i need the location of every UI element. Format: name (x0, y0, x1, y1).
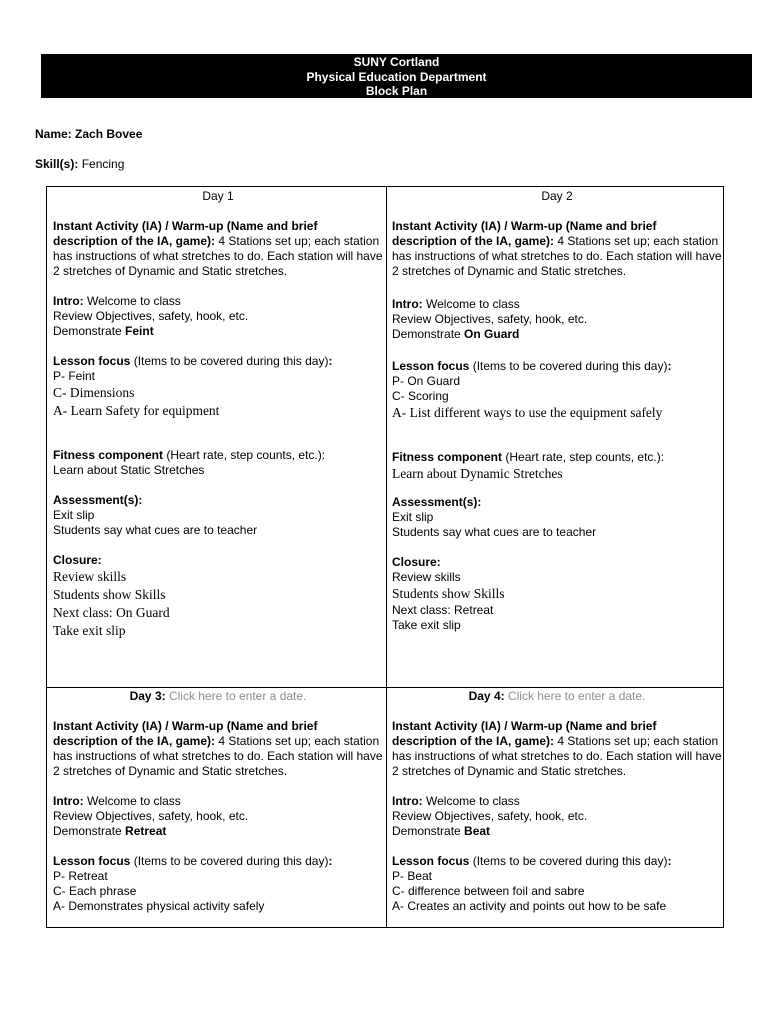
demo-skill: Retreat (125, 824, 167, 838)
document-header (41, 54, 752, 98)
ia-text: 4 Stations set up; each station has instructions of what stretches to do. Each station will have 2 stretches of Dynamic and Static stretches. (53, 234, 383, 278)
day3-title: Day 3: (129, 689, 166, 703)
lesson-label: Lesson focus (392, 854, 470, 868)
day2-assess2: Students say what cues are to teacher (392, 525, 597, 539)
lesson-colon: : (328, 354, 333, 368)
lesson-colon: : (667, 359, 672, 373)
day3-review: Review Objectives, safety, hook, etc. (53, 809, 249, 823)
ia-label: Instant Activity (IA) / Warm-up (Name and brief description of the IA, game): (392, 719, 657, 748)
lesson-colon: : (667, 854, 672, 868)
skill-field (35, 157, 124, 171)
day2-fitness-text: Learn about Dynamic Stretches (392, 466, 563, 481)
ia-label: Instant Activity (IA) / Warm-up (Name and brief description of the IA, game): (53, 719, 318, 748)
name-field (35, 127, 142, 141)
day2-lesson-c: C- Scoring (392, 389, 449, 403)
day1-lesson-p: P- Feint (53, 369, 96, 383)
skill-label: Skill(s): (35, 157, 79, 171)
day2-closure-label (392, 555, 722, 570)
demonstrate-label: Demonstrate (53, 324, 122, 338)
closure-label: Closure: (53, 553, 102, 567)
demonstrate-label: Demonstrate (392, 824, 461, 838)
day3-lesson-focus (53, 854, 383, 869)
day4-header (392, 689, 722, 704)
day4-demonstrate (392, 824, 722, 839)
day3-cell (53, 689, 383, 914)
day2-lesson-p: P- On Guard (392, 374, 461, 388)
intro-label: Intro: (392, 794, 423, 808)
day1-intro (53, 294, 383, 309)
day3-intro (53, 794, 383, 809)
day1-lesson-focus (53, 354, 383, 369)
intro-label: Intro: (53, 794, 84, 808)
day2-review: Review Objectives, safety, hook, etc. (392, 312, 588, 326)
day1-fitness (53, 448, 383, 463)
day2-instant-activity (392, 219, 722, 279)
lesson-label: Lesson focus (53, 354, 131, 368)
day2-intro (392, 297, 722, 312)
header-department: Physical Education Department (306, 69, 487, 84)
day2-demonstrate (392, 327, 722, 342)
day2-assess1: Exit slip (392, 510, 434, 524)
day3-date-picker[interactable]: Click here to enter a date. (168, 689, 307, 703)
demonstrate-label: Demonstrate (53, 824, 122, 838)
day2-closure1: Review skills (392, 570, 461, 584)
name-value: Zach Bovee (75, 127, 143, 141)
day3-lesson-a: A- Demonstrates physical activity safely (53, 899, 265, 913)
day1-closure2: Students show Skills (53, 587, 166, 602)
assessment-label: Assessment(s): (53, 493, 143, 507)
skill-value: Fencing (81, 157, 125, 171)
lesson-paren: (Items to be covered during this day) (133, 354, 329, 368)
demo-skill: Feint (125, 324, 154, 338)
closure-label: Closure: (392, 555, 441, 569)
day3-lesson-p: P- Retreat (53, 869, 108, 883)
intro-text: Welcome to class (426, 794, 520, 808)
fitness-label: Fitness component (53, 448, 164, 462)
header-doc-type: Block Plan (365, 84, 428, 98)
day4-title: Day 4: (468, 689, 505, 703)
day4-lesson-a: A- Creates an activity and points out how to be safe (392, 899, 667, 913)
demo-skill: Beat (464, 824, 491, 838)
intro-text: Welcome to class (87, 794, 181, 808)
day1-assess1: Exit slip (53, 508, 95, 522)
day1-lesson-c: C- Dimensions (53, 385, 135, 400)
ia-text: 4 Stations set up; each station has instructions of what stretches to do. Each station will have 2 stretches of Dynamic and Static stretches. (392, 234, 722, 278)
fitness-paren: (Heart rate, step counts, etc.): (166, 448, 326, 462)
day1-demonstrate (53, 324, 383, 339)
day4-review: Review Objectives, safety, hook, etc. (392, 809, 588, 823)
day1-lesson-a: A- Learn Safety for equipment (53, 403, 220, 418)
ia-text: 4 Stations set up; each station has instructions of what stretches to do. Each station will have 2 stretches of Dynamic and Static stretches. (392, 734, 722, 778)
day4-lesson-c: C- difference between foil and sabre (392, 884, 585, 898)
day1-assess2: Students say what cues are to teacher (53, 523, 258, 537)
day3-instant-activity (53, 719, 383, 779)
table-column-divider (386, 186, 387, 928)
demo-skill: On Guard (464, 327, 520, 341)
day2-lesson-focus (392, 359, 722, 374)
intro-label: Intro: (392, 297, 423, 311)
header-institution: SUNY Cortland (353, 55, 440, 69)
demonstrate-label: Demonstrate (392, 327, 461, 341)
intro-label: Intro: (53, 294, 84, 308)
day4-lesson-focus (392, 854, 722, 869)
day1-assessment-label (53, 493, 383, 508)
day1-closure3: Next class: On Guard (53, 605, 170, 620)
name-label: Name: (35, 127, 72, 141)
fitness-label: Fitness component (392, 450, 503, 464)
ia-label: Instant Activity (IA) / Warm-up (Name and brief description of the IA, game): (53, 219, 318, 248)
day4-intro (392, 794, 722, 809)
day1-fitness-text: Learn about Static Stretches (53, 463, 205, 477)
day2-title: Day 2 (541, 189, 573, 203)
lesson-paren: (Items to be covered during this day) (133, 854, 329, 868)
ia-label: Instant Activity (IA) / Warm-up (Name and brief description of the IA, game): (392, 219, 657, 248)
assessment-label: Assessment(s): (392, 495, 482, 509)
table-row-divider (46, 687, 724, 688)
intro-text: Welcome to class (87, 294, 181, 308)
day4-cell (392, 689, 722, 914)
day2-fitness (392, 450, 722, 465)
day1-instant-activity (53, 219, 383, 279)
day3-lesson-c: C- Each phrase (53, 884, 137, 898)
day1-title: Day 1 (202, 189, 234, 203)
day1-closure-label (53, 553, 383, 568)
day4-lesson-p: P- Beat (392, 869, 433, 883)
lesson-colon: : (328, 854, 333, 868)
day4-date-picker[interactable]: Click here to enter a date. (507, 689, 646, 703)
day2-closure2: Students show Skills (392, 586, 505, 601)
day2-closure3: Next class: Retreat (392, 603, 494, 617)
day2-lesson-a: A- List different ways to use the equipment safely (392, 405, 663, 420)
intro-text: Welcome to class (426, 297, 520, 311)
day1-cell (53, 189, 383, 640)
day2-closure4: Take exit slip (392, 618, 461, 632)
day2-cell (392, 189, 722, 633)
fitness-paren: (Heart rate, step counts, etc.): (505, 450, 665, 464)
day2-assessment-label (392, 495, 722, 510)
lesson-label: Lesson focus (392, 359, 470, 373)
day1-review: Review Objectives, safety, hook, etc. (53, 309, 249, 323)
lesson-paren: (Items to be covered during this day) (472, 854, 668, 868)
day1-closure1: Review skills (53, 569, 127, 584)
day3-header (53, 689, 383, 704)
lesson-paren: (Items to be covered during this day) (472, 359, 668, 373)
ia-text: 4 Stations set up; each station has instructions of what stretches to do. Each station will have 2 stretches of Dynamic and Static stretches. (53, 734, 383, 778)
day1-closure4: Take exit slip (53, 623, 126, 638)
lesson-label: Lesson focus (53, 854, 131, 868)
day4-instant-activity (392, 719, 722, 779)
day3-demonstrate (53, 824, 383, 839)
